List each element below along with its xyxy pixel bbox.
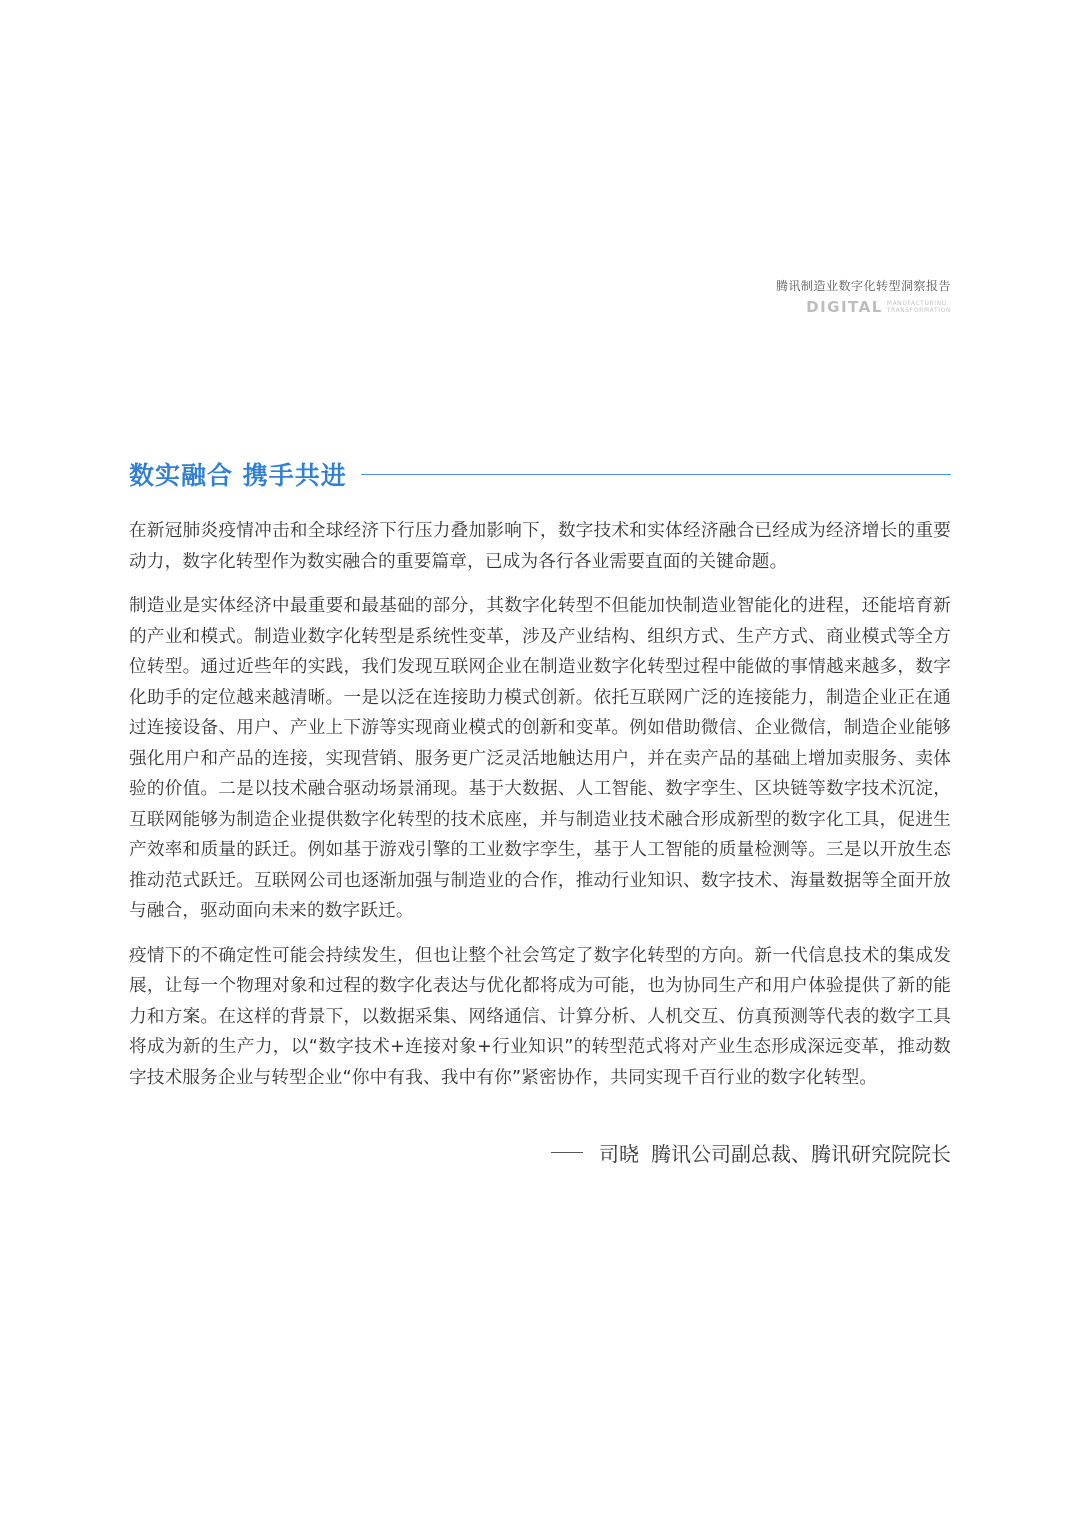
digital-sub-line-2: TRANSFORMATION: [886, 307, 951, 314]
section-divider: [361, 474, 951, 475]
report-header: [776, 278, 951, 316]
article-body: [129, 516, 951, 1107]
section-heading: [129, 452, 951, 496]
signature: [551, 1138, 951, 1167]
signature-title: 腾讯公司副总裁、腾讯研究院院长: [651, 1142, 951, 1166]
digital-subtitle: [887, 300, 951, 314]
report-title: 腾讯制造业数字化转型洞察报告: [775, 279, 951, 293]
paragraph-3: 疫情下的不确定性可能会持续发生，但也让整个社会笃定了数字化转型的方向。新一代信息技术的集成发展，让每一个物理对象和过程的数字化表达与优化都将成为可能，也为协同生产和用户体验提供了新的能力和方案。在这样的背景下，以数据采集、网络通信、计算分析、人机交互、仿真预测等代表的数字工具将成为新的生产力，以“数字技术+连接对象+行业知识”的转型范式将对产业生态形成深远变革，推动数字技术服务企业与转型企业“你中有我、我中有你”紧密协作，共同实现千百行业的数字化转型。: [129, 945, 951, 1088]
signature-name: 司晓: [599, 1142, 639, 1166]
paragraph-2: 制造业是实体经济中最重要和最基础的部分，其数字化转型不但能加快制造业智能化的进程，还能培育新的产业和模式。制造业数字化转型是系统性变革，涉及产业结构、组织方式、生产方式、商业模式等全方位转型。通过近些年的实践，我们发现互联网企业在制造业数字化转型过程中能做的事情越来越多，数字化助手的定位越来越清晰。一是以泛在连接助力模式创新。依托互联网广泛的连接能力，制造企业正在通过连接设备、用户、产业上下游等实现商业模式的创新和变革。例如借助微信、企业微信，制造企业能够强化用户和产品的连接，实现营销、服务更广泛灵活地触达用户，并在卖产品的基础上增加卖服务、卖体验的价值。二是以技术融合驱动场景涌现。基于大数据、人工智能、数字孪生、区块链等数字技术沉淀，互联网能够为制造企业提供数字化转型的技术底座，并与制造业技术融合形成新型的数字化工具，促进生产效率和质量的跃迁。例如基于游戏引擎的工业数字孪生，基于人工智能的质量检测等。三是以开放生态推动范式跃迁。互联网公司也逐渐加强与制造业的合作，推动行业知识、数字技术、海量数据等全面开放与融合，驱动面向未来的数字跃迁。: [129, 596, 951, 921]
paragraph-1: 在新冠肺炎疫情冲击和全球经济下行压力叠加影响下，数字技术和实体经济融合已经成为经济增长的重要动力，数字化转型作为数实融合的重要篇章，已成为各行各业需要直面的关键命题。: [129, 521, 951, 572]
digital-word: DIGITAL: [806, 298, 883, 316]
digital-logo: [776, 298, 951, 316]
section-title: 数实融合 携手共进: [129, 461, 347, 490]
digital-sub-line-1: MANUFACTURING: [886, 300, 947, 307]
signature-dash: [551, 1152, 583, 1153]
